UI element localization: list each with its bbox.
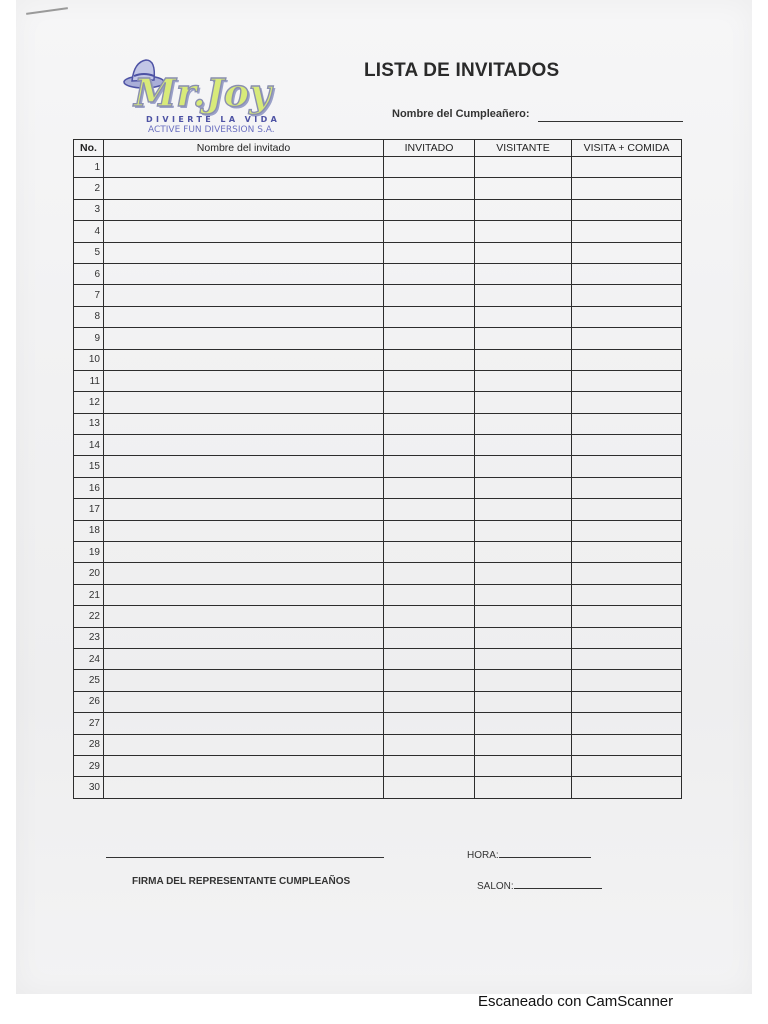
invitado-cell[interactable] [384,563,475,584]
guest-name-cell[interactable] [104,328,384,349]
visitante-cell[interactable] [475,520,572,541]
invitado-cell[interactable] [384,606,475,627]
visitante-cell[interactable] [475,691,572,712]
visitante-cell[interactable] [475,584,572,605]
table-row [74,499,682,520]
row-number: 18 [74,520,104,541]
guest-name-cell[interactable] [104,627,384,648]
visita-comida-cell[interactable] [572,178,682,199]
table-row [74,328,682,349]
guest-name-cell[interactable] [104,520,384,541]
visita-comida-cell[interactable] [572,755,682,776]
row-number: 10 [74,349,104,370]
header-visitante: VISITANTE [475,140,572,157]
visitante-cell[interactable] [475,349,572,370]
table-row [74,477,682,498]
invitado-cell[interactable] [384,584,475,605]
guest-name-cell[interactable] [104,670,384,691]
invitado-cell[interactable] [384,755,475,776]
row-number: 4 [74,221,104,242]
guest-name-cell[interactable] [104,242,384,263]
invitado-cell[interactable] [384,648,475,669]
visitante-cell[interactable] [475,477,572,498]
row-number: 3 [74,199,104,220]
visitante-cell[interactable] [475,777,572,798]
visita-comida-cell[interactable] [572,456,682,477]
guest-name-cell[interactable] [104,777,384,798]
guest-name-cell[interactable] [104,499,384,520]
guest-name-cell[interactable] [104,713,384,734]
guest-name-cell[interactable] [104,734,384,755]
row-number: 8 [74,306,104,327]
visitante-cell[interactable] [475,755,572,776]
visita-comida-cell[interactable] [572,627,682,648]
guest-name-cell[interactable] [104,370,384,391]
invitado-cell[interactable] [384,370,475,391]
header-visita-comida: VISITA + COMIDA [572,140,682,157]
guest-name-cell[interactable] [104,755,384,776]
row-number: 1 [74,157,104,178]
visita-comida-cell[interactable] [572,392,682,413]
visitante-cell[interactable] [475,263,572,284]
invitado-cell[interactable] [384,713,475,734]
invitado-cell[interactable] [384,499,475,520]
row-number: 19 [74,542,104,563]
visitante-cell[interactable] [475,606,572,627]
guest-name-cell[interactable] [104,584,384,605]
visita-comida-cell[interactable] [572,306,682,327]
visita-comida-cell[interactable] [572,648,682,669]
table-header-row [74,140,682,157]
hora-label: HORA: [467,850,499,861]
guest-name-cell[interactable] [104,221,384,242]
visita-comida-cell[interactable] [572,734,682,755]
visitante-cell[interactable] [475,435,572,456]
row-number: 12 [74,392,104,413]
visitante-cell[interactable] [475,627,572,648]
visitante-cell[interactable] [475,563,572,584]
row-number: 26 [74,691,104,712]
visitante-cell[interactable] [475,178,572,199]
visita-comida-cell[interactable] [572,670,682,691]
invitado-cell[interactable] [384,242,475,263]
salon-input-line[interactable] [514,878,602,889]
guest-name-cell[interactable] [104,157,384,178]
table-row [74,392,682,413]
row-number: 25 [74,670,104,691]
table-row [74,584,682,605]
logo-company: ACTIVE FUN DIVERSION S.A. [148,125,275,135]
hora-field [467,847,591,861]
table-row [74,157,682,178]
camscanner-watermark: Escaneado con CamScanner [478,993,674,1010]
visita-comida-cell[interactable] [572,713,682,734]
visitante-cell[interactable] [475,306,572,327]
row-number: 7 [74,285,104,306]
visita-comida-cell[interactable] [572,606,682,627]
table-row [74,542,682,563]
row-number: 30 [74,777,104,798]
visita-comida-cell[interactable] [572,520,682,541]
header-guest-name: Nombre del invitado [104,140,384,157]
row-number: 16 [74,477,104,498]
page-title: LISTA DE INVITADOS [364,60,560,81]
visitante-cell[interactable] [475,392,572,413]
invitado-cell[interactable] [384,178,475,199]
row-number: 28 [74,734,104,755]
invitado-cell[interactable] [384,456,475,477]
row-number: 29 [74,755,104,776]
row-number: 23 [74,627,104,648]
row-number: 13 [74,413,104,434]
visita-comida-cell[interactable] [572,777,682,798]
visita-comida-cell[interactable] [572,349,682,370]
visita-comida-cell[interactable] [572,435,682,456]
hora-input-line[interactable] [499,847,591,858]
table-row [74,178,682,199]
guest-name-cell[interactable] [104,691,384,712]
signature-label: FIRMA DEL REPRESENTANTE CUMPLEAÑOS [132,876,351,887]
row-number: 27 [74,713,104,734]
visita-comida-cell[interactable] [572,584,682,605]
table-row [74,627,682,648]
visitante-cell[interactable] [475,713,572,734]
table-row [74,221,682,242]
row-number: 24 [74,648,104,669]
table-row [74,285,682,306]
visitante-cell[interactable] [475,499,572,520]
table-row [74,520,682,541]
visitante-cell[interactable] [475,670,572,691]
invitado-cell[interactable] [384,199,475,220]
invitado-cell[interactable] [384,306,475,327]
guest-name-cell[interactable] [104,199,384,220]
table-row [74,413,682,434]
guest-name-cell[interactable] [104,435,384,456]
table-row [74,734,682,755]
visitante-cell[interactable] [475,413,572,434]
visita-comida-cell[interactable] [572,157,682,178]
row-number: 15 [74,456,104,477]
guest-table [73,139,682,799]
invitado-cell[interactable] [384,349,475,370]
guest-name-cell[interactable] [104,413,384,434]
logo-brand: Mr.Joy [134,70,272,115]
table-row [74,456,682,477]
guest-name-cell[interactable] [104,178,384,199]
visitante-cell[interactable] [475,648,572,669]
visitante-cell[interactable] [475,199,572,220]
visita-comida-cell[interactable] [572,285,682,306]
invitado-cell[interactable] [384,627,475,648]
guest-name-cell[interactable] [104,392,384,413]
invitado-cell[interactable] [384,328,475,349]
row-number: 2 [74,178,104,199]
visita-comida-cell[interactable] [572,413,682,434]
invitado-cell[interactable] [384,477,475,498]
visitante-cell[interactable] [475,221,572,242]
table-row [74,777,682,798]
visita-comida-cell[interactable] [572,563,682,584]
invitado-cell[interactable] [384,285,475,306]
invitado-cell[interactable] [384,777,475,798]
visitante-cell[interactable] [475,542,572,563]
salon-label: SALON: [477,881,514,892]
visita-comida-cell[interactable] [572,221,682,242]
invitado-cell[interactable] [384,435,475,456]
visitante-cell[interactable] [475,370,572,391]
birthday-name-field[interactable] [538,121,683,122]
invitado-cell[interactable] [384,413,475,434]
row-number: 20 [74,563,104,584]
guest-name-cell[interactable] [104,306,384,327]
visita-comida-cell[interactable] [572,263,682,284]
visitante-cell[interactable] [475,456,572,477]
header-invitado: INVITADO [384,140,475,157]
invitado-cell[interactable] [384,221,475,242]
invitado-cell[interactable] [384,157,475,178]
guest-name-cell[interactable] [104,563,384,584]
invitado-cell[interactable] [384,520,475,541]
visita-comida-cell[interactable] [572,542,682,563]
table-row [74,435,682,456]
table-row [74,242,682,263]
row-number: 6 [74,263,104,284]
visitante-cell[interactable] [475,734,572,755]
signature-line[interactable] [106,857,384,858]
guest-name-cell[interactable] [104,648,384,669]
visita-comida-cell[interactable] [572,477,682,498]
row-number: 11 [74,370,104,391]
visita-comida-cell[interactable] [572,242,682,263]
table-row [74,670,682,691]
table-row [74,713,682,734]
table-row [74,370,682,391]
visita-comida-cell[interactable] [572,199,682,220]
table-row [74,755,682,776]
visitante-cell[interactable] [475,157,572,178]
table-row [74,691,682,712]
birthday-name-label: Nombre del Cumpleañero: [392,108,530,120]
invitado-cell[interactable] [384,263,475,284]
visitante-cell[interactable] [475,328,572,349]
visitante-cell[interactable] [475,285,572,306]
row-number: 5 [74,242,104,263]
guest-name-cell[interactable] [104,456,384,477]
table-row [74,306,682,327]
invitado-cell[interactable] [384,670,475,691]
row-number: 14 [74,435,104,456]
table-row [74,606,682,627]
row-number: 21 [74,584,104,605]
logo-slogan: DIVIERTE LA VIDA [146,115,281,124]
row-number: 17 [74,499,104,520]
table-row [74,563,682,584]
visita-comida-cell[interactable] [572,370,682,391]
guest-name-cell[interactable] [104,606,384,627]
header-no: No. [74,140,104,157]
table-row [74,263,682,284]
invitado-cell[interactable] [384,392,475,413]
company-logo [122,56,322,140]
salon-field [477,878,602,892]
guest-name-cell[interactable] [104,542,384,563]
row-number: 9 [74,328,104,349]
row-number: 22 [74,606,104,627]
invitado-cell[interactable] [384,691,475,712]
table-row [74,648,682,669]
invitado-cell[interactable] [384,542,475,563]
guest-name-cell[interactable] [104,263,384,284]
invitado-cell[interactable] [384,734,475,755]
visita-comida-cell[interactable] [572,691,682,712]
visitante-cell[interactable] [475,242,572,263]
guest-name-cell[interactable] [104,285,384,306]
table-row [74,349,682,370]
visita-comida-cell[interactable] [572,328,682,349]
visita-comida-cell[interactable] [572,499,682,520]
guest-name-cell[interactable] [104,477,384,498]
table-row [74,199,682,220]
guest-name-cell[interactable] [104,349,384,370]
